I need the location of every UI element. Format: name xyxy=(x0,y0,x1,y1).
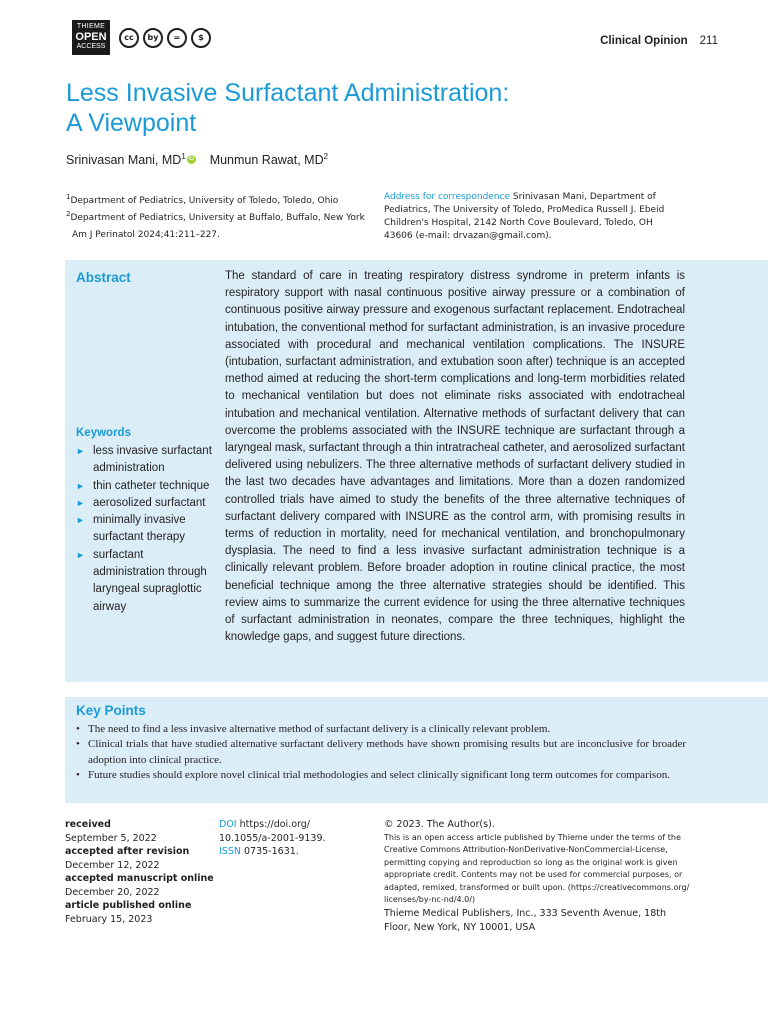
key-point-item: • Future studies should explore novel clinical trial methodologies and select clinically significant long term outcomes for comparison. xyxy=(76,768,686,783)
running-header xyxy=(600,35,718,47)
citation: Am J Perinatol 2024;41:211–227. xyxy=(72,230,220,240)
by-attribution-icon: by xyxy=(143,28,163,48)
author-name: Munmun Rawat, MD xyxy=(209,153,324,168)
key-point-item: • The need to find a less invasive alternative method of surfactant delivery is a clinically relevant problem. xyxy=(76,722,686,737)
creative-commons-license-icons xyxy=(119,28,211,48)
author-list: Srinivasan Mani, $MD^1$ iD Munmun Rawat, $MD^2$ xyxy=(66,152,329,168)
article-identifiers: DOI https://doi.org/ 10.1055/a-2001-9139. ISSN 0735-1631. xyxy=(219,819,326,857)
keyword-item: ► aerosolized surfactant xyxy=(76,495,216,512)
keywords-heading: Keywords xyxy=(76,427,131,439)
correspondence-address: Address for correspondence Srinivasan Mani, Department of Pediatrics, The University of Toledo, ProMedica Russell J. Ebeid Children's Hospital, 2142 North Cove Boulevard, Toledo, OH 43606 (e-mail: drvazan@gmail.com). xyxy=(384,192,665,241)
publisher-address: Thieme Medical Publishers, Inc., 333 Seventh Avenue, 18th Floor, New York, NY 10001, USA xyxy=(384,908,666,933)
affiliations: $^1$Department of Pediatrics, University of Toledo, Toledo, Ohio $^2$Department of Pediatrics, University at Buffalo, Buffalo, New York xyxy=(66,193,365,223)
abstract-heading: Abstract xyxy=(76,270,131,285)
publication-dates: received September 5, 2022 accepted after revision December 12, 2022 accepted manuscript online December 20, 2022 article published online February 15, 2023 xyxy=(65,819,214,925)
orcid-icon[interactable]: iD xyxy=(188,156,195,163)
key-points-list xyxy=(76,722,686,783)
section-label: Clinical Opinion xyxy=(600,35,688,47)
abstract-text: The standard of care in treating respiratory distress syndrome in preterm infants is respiratory support with nasal continuous positive airway pressure or a combination of continuous positive airway pressure and exogenous surfactant replacement. Endotracheal intubation, the conventional method for surfactant administration, is an invasive procedure associated with procedural and mechanical ventilation complications. The INSURE (intubation, surfactant administration, and extubation soon after) technique is an accepted method aimed at reducing the short-term complications and long-term morbidities related to mechanical ventilation but does not eliminate risks associated with endotracheal intubation and mechanical ventilation. Alternative methods of surfactant delivery that can overcome the problems associated with the INSURE technique are surfactant through a laryngeal mask, surfactant through a thin intratracheal catheter, and aerosolized surfactant delivered using nebulizers. The three alternative methods of surfactant delivery studied in the last two decades have advantages and limitations. More than a dozen randomized controlled trials have aimed to study the benefits of the three alternative techniques of surfactant delivery compared with INSURE as the control arm, with promising results in terms of reduction in mortality, need for mechanical ventilation, and bronchopulmonary dysplasia. The need to find a less invasive surfactant administration technique is a clinically relevant problem. Before broader adoption in routine clinical practice, the most beneficial technique among the three alternative strategies should be identified. This review aims to summarize the current evidence for using the three alternative techniques of surfactant administration in neonates, compare the three techniques, highlight the knowledge gaps, and suggest future directions. xyxy=(225,270,685,644)
cc-icon: cc xyxy=(119,28,139,48)
no-derivatives-icon: = xyxy=(167,28,187,48)
keyword-item: ► thin catheter technique xyxy=(76,478,216,495)
article-title: Less Invasive Surfactant Administration: A Viewpoint xyxy=(66,79,510,137)
license-statement xyxy=(384,818,694,934)
non-commercial-icon: $ xyxy=(191,28,211,48)
author-name: Srinivasan Mani, MD xyxy=(66,153,182,168)
page-number: 211 xyxy=(699,35,718,47)
key-point-item: • Clinical trials that have studied alternative surfactant delivery methods have shown promising results but are inconclusive for broader adoption into clinical practice. xyxy=(76,737,686,768)
keyword-item: ► minimally invasive surfactant therapy xyxy=(76,512,216,547)
keywords-list xyxy=(76,443,216,616)
license-text: This is an open access article published by Thieme under the terms of the Creative Commons Attribution-NonDerivative-NonCommercial-License, permitting copying and reproduction so long as the original work is given appropriate credit. Contents may not be used for commercial purposes, or adapted, remixed, transformed or built upon. (https://creativecommons.org/ licenses/by-nc-nd/4.0/) xyxy=(384,832,690,905)
copyright: © 2023. The Author(s). xyxy=(384,819,495,830)
doi-link[interactable]: https://doi.org/ 10.1055/a-2001-9139. xyxy=(219,819,326,844)
thieme-open-access-logo: THIEME OPEN ACCESS xyxy=(72,20,110,55)
key-points-heading: Key Points xyxy=(76,703,146,718)
keyword-item: ► surfactant administration through laryngeal supraglottic airway xyxy=(76,547,216,616)
keyword-item: ► less invasive surfactant administration xyxy=(76,443,216,478)
